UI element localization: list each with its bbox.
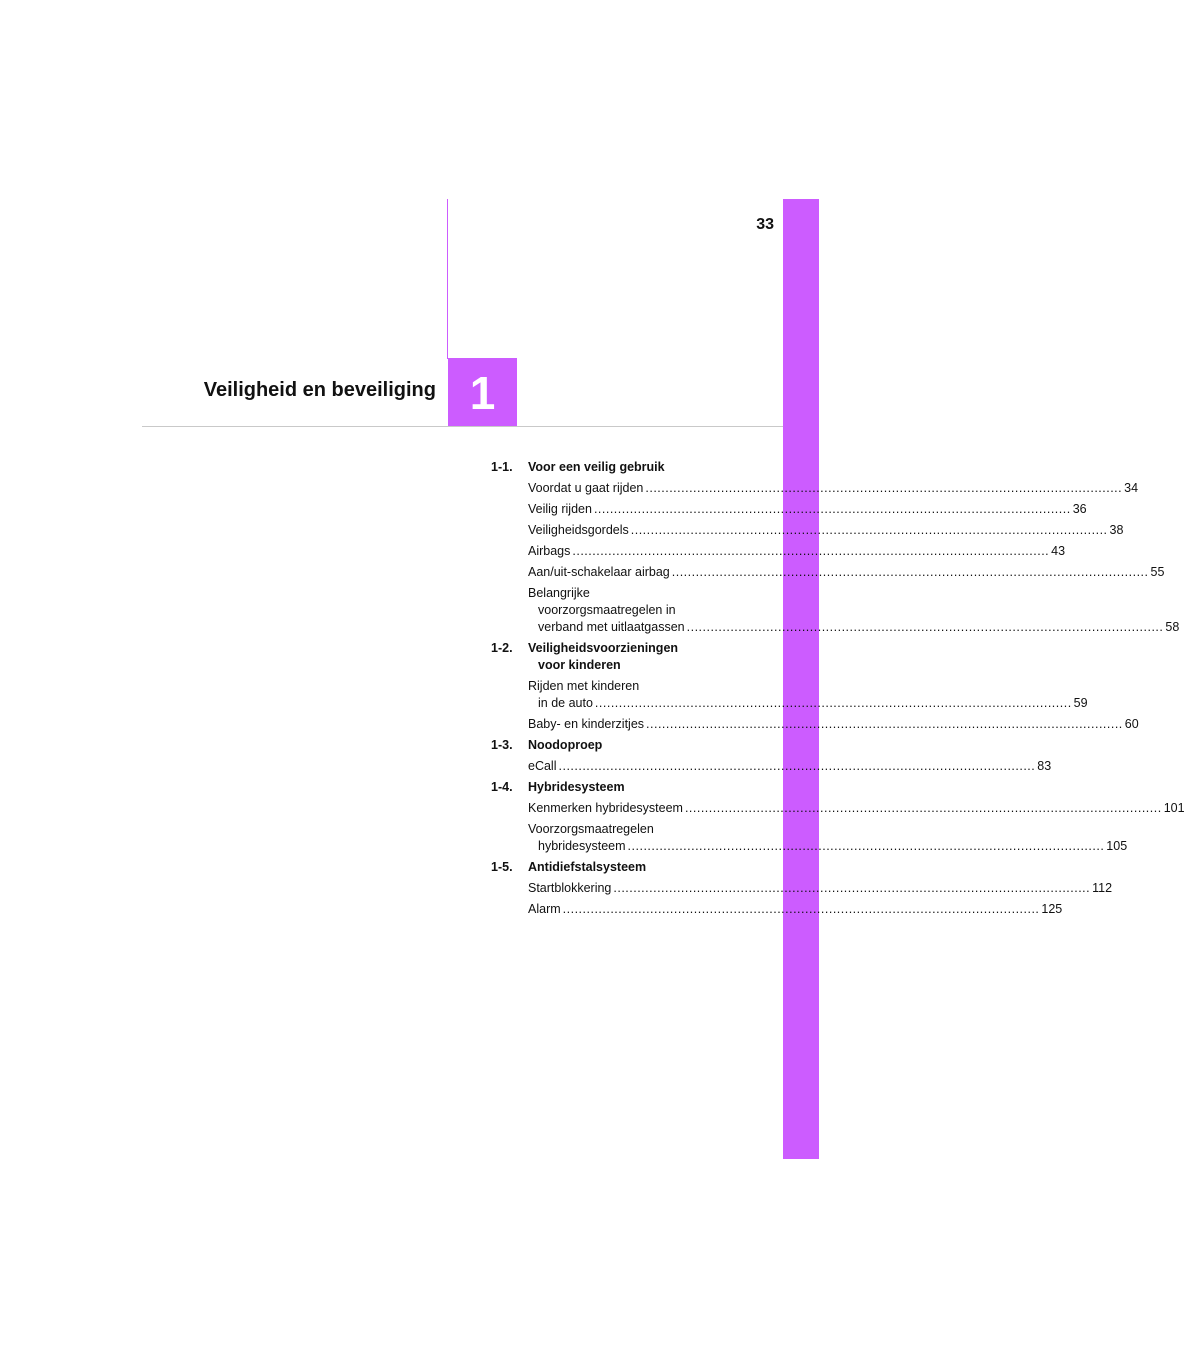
chapter-number: 1 [469, 366, 496, 419]
toc-section-title [528, 459, 739, 476]
toc-entry[interactable] [528, 522, 1124, 539]
toc-entry-title: Baby- en kinderzitjes [528, 717, 645, 731]
toc-section-number: 1-1. [491, 460, 513, 474]
toc-entry-line: Belangrijke [528, 586, 590, 600]
toc-entry-line: Rijden met kinderen [528, 679, 640, 693]
toc-entry-page: 60 [1124, 717, 1139, 731]
toc-section-title-line: voor kinderen [538, 658, 621, 672]
toc-entry-title: Veilig rijden [528, 502, 592, 516]
toc-entry[interactable] [528, 543, 1066, 560]
toc-leader-dots: ........................................................................................................................ [645, 481, 1123, 495]
toc-section [491, 779, 739, 796]
toc-entry-title: Voordat u gaat rijden [528, 481, 644, 495]
toc-leader-dots: ........................................................................................................................ [686, 620, 1164, 634]
toc-entry-page: 55 [1150, 565, 1165, 579]
toc-entry[interactable] [528, 758, 1052, 775]
toc-section-title-line: Antidiefstalsysteem [528, 860, 647, 874]
toc-entry-title: Veiligheidsgordels [528, 523, 629, 537]
vertical-rule [447, 199, 448, 359]
toc-section-number: 1-5. [491, 860, 513, 874]
toc-leader-dots: ........................................................................................................................ [630, 523, 1108, 537]
toc-entry-page: 34 [1124, 481, 1139, 495]
toc-section [491, 640, 739, 674]
toc-entry-page: 105 [1106, 839, 1128, 853]
toc-entry-page: 125 [1041, 902, 1063, 916]
toc-section-number: 1-2. [491, 641, 513, 655]
table-of-contents [491, 459, 1185, 922]
toc-entry[interactable] [528, 716, 1139, 733]
toc-leader-dots: ........................................................................................................................ [646, 717, 1123, 731]
toc-entry[interactable] [528, 880, 1113, 897]
toc-entry-page: 58 [1165, 620, 1180, 634]
toc-entry-title: eCall [528, 759, 557, 773]
toc-leader-dots: ........................................................................................................................ [627, 839, 1105, 853]
toc-section-title [528, 859, 739, 876]
toc-entry-line: voorzorgsmaatregelen in [538, 603, 676, 617]
chapter-title: Veiligheid en beveiliging [203, 379, 436, 401]
toc-section-number: 1-3. [491, 738, 513, 752]
toc-entry-title: Alarm [528, 902, 561, 916]
toc-entry[interactable] [528, 821, 1128, 855]
toc-leader-dots: ........................................................................................................................ [558, 759, 1036, 773]
toc-entry-title: verband met uitlaatgassen [538, 620, 685, 634]
toc-entry-line: Voorzorgsmaatregelen [528, 822, 654, 836]
toc-entry[interactable] [528, 564, 1165, 581]
toc-section [491, 737, 739, 754]
toc-leader-dots: ........................................................................................................................ [593, 502, 1071, 516]
toc-entry[interactable] [528, 800, 1185, 817]
toc-entry-page: 112 [1092, 881, 1113, 895]
toc-entry[interactable] [528, 901, 1063, 918]
toc-leader-dots: ........................................................................................................................ [671, 565, 1149, 579]
toc-entry-page: 43 [1051, 544, 1066, 558]
toc-section-title-line: Noodoproep [528, 738, 603, 752]
toc-leader-dots: ........................................................................................................................ [684, 801, 1162, 815]
toc-entry-page: 36 [1072, 502, 1087, 516]
toc-leader-dots: ........................................................................................................................ [562, 902, 1040, 916]
page-number: 33 [756, 216, 774, 233]
toc-entry-title: Airbags [528, 544, 571, 558]
toc-entry-page: 101 [1163, 801, 1185, 815]
toc-entry-page: 59 [1073, 696, 1088, 710]
toc-section-title-line: Hybridesysteem [528, 780, 625, 794]
toc-section-title-line: Veiligheidsvoorzieningen [528, 641, 679, 655]
toc-entry-title: hybridesysteem [538, 839, 626, 853]
toc-entry-title: Startblokkering [528, 881, 612, 895]
toc-section-title [528, 737, 739, 754]
toc-section [491, 459, 739, 476]
toc-entry[interactable] [528, 585, 1180, 636]
chapter-number-box [448, 358, 517, 427]
toc-entry-title: in de auto [538, 696, 593, 710]
toc-entry-page: 83 [1037, 759, 1052, 773]
toc-entry[interactable] [528, 678, 1088, 712]
horizontal-rule [142, 426, 783, 427]
toc-entry-title: Aan/uit-schakelaar airbag [528, 565, 670, 579]
toc-entry-page: 38 [1109, 523, 1124, 537]
toc-entry[interactable] [528, 501, 1087, 518]
toc-section-title [528, 779, 739, 796]
toc-section-number: 1-4. [491, 780, 513, 794]
chapter-thumb-tab [783, 199, 819, 1159]
toc-section-title [528, 640, 739, 674]
toc-leader-dots: ........................................................................................................................ [572, 544, 1050, 558]
toc-section [491, 859, 739, 876]
toc-entry-title: Kenmerken hybridesysteem [528, 801, 683, 815]
toc-leader-dots: ........................................................................................................................ [594, 696, 1072, 710]
toc-leader-dots: ........................................................................................................................ [613, 881, 1091, 895]
toc-section-title-line: Voor een veilig gebruik [528, 460, 665, 474]
toc-entry[interactable] [528, 480, 1139, 497]
